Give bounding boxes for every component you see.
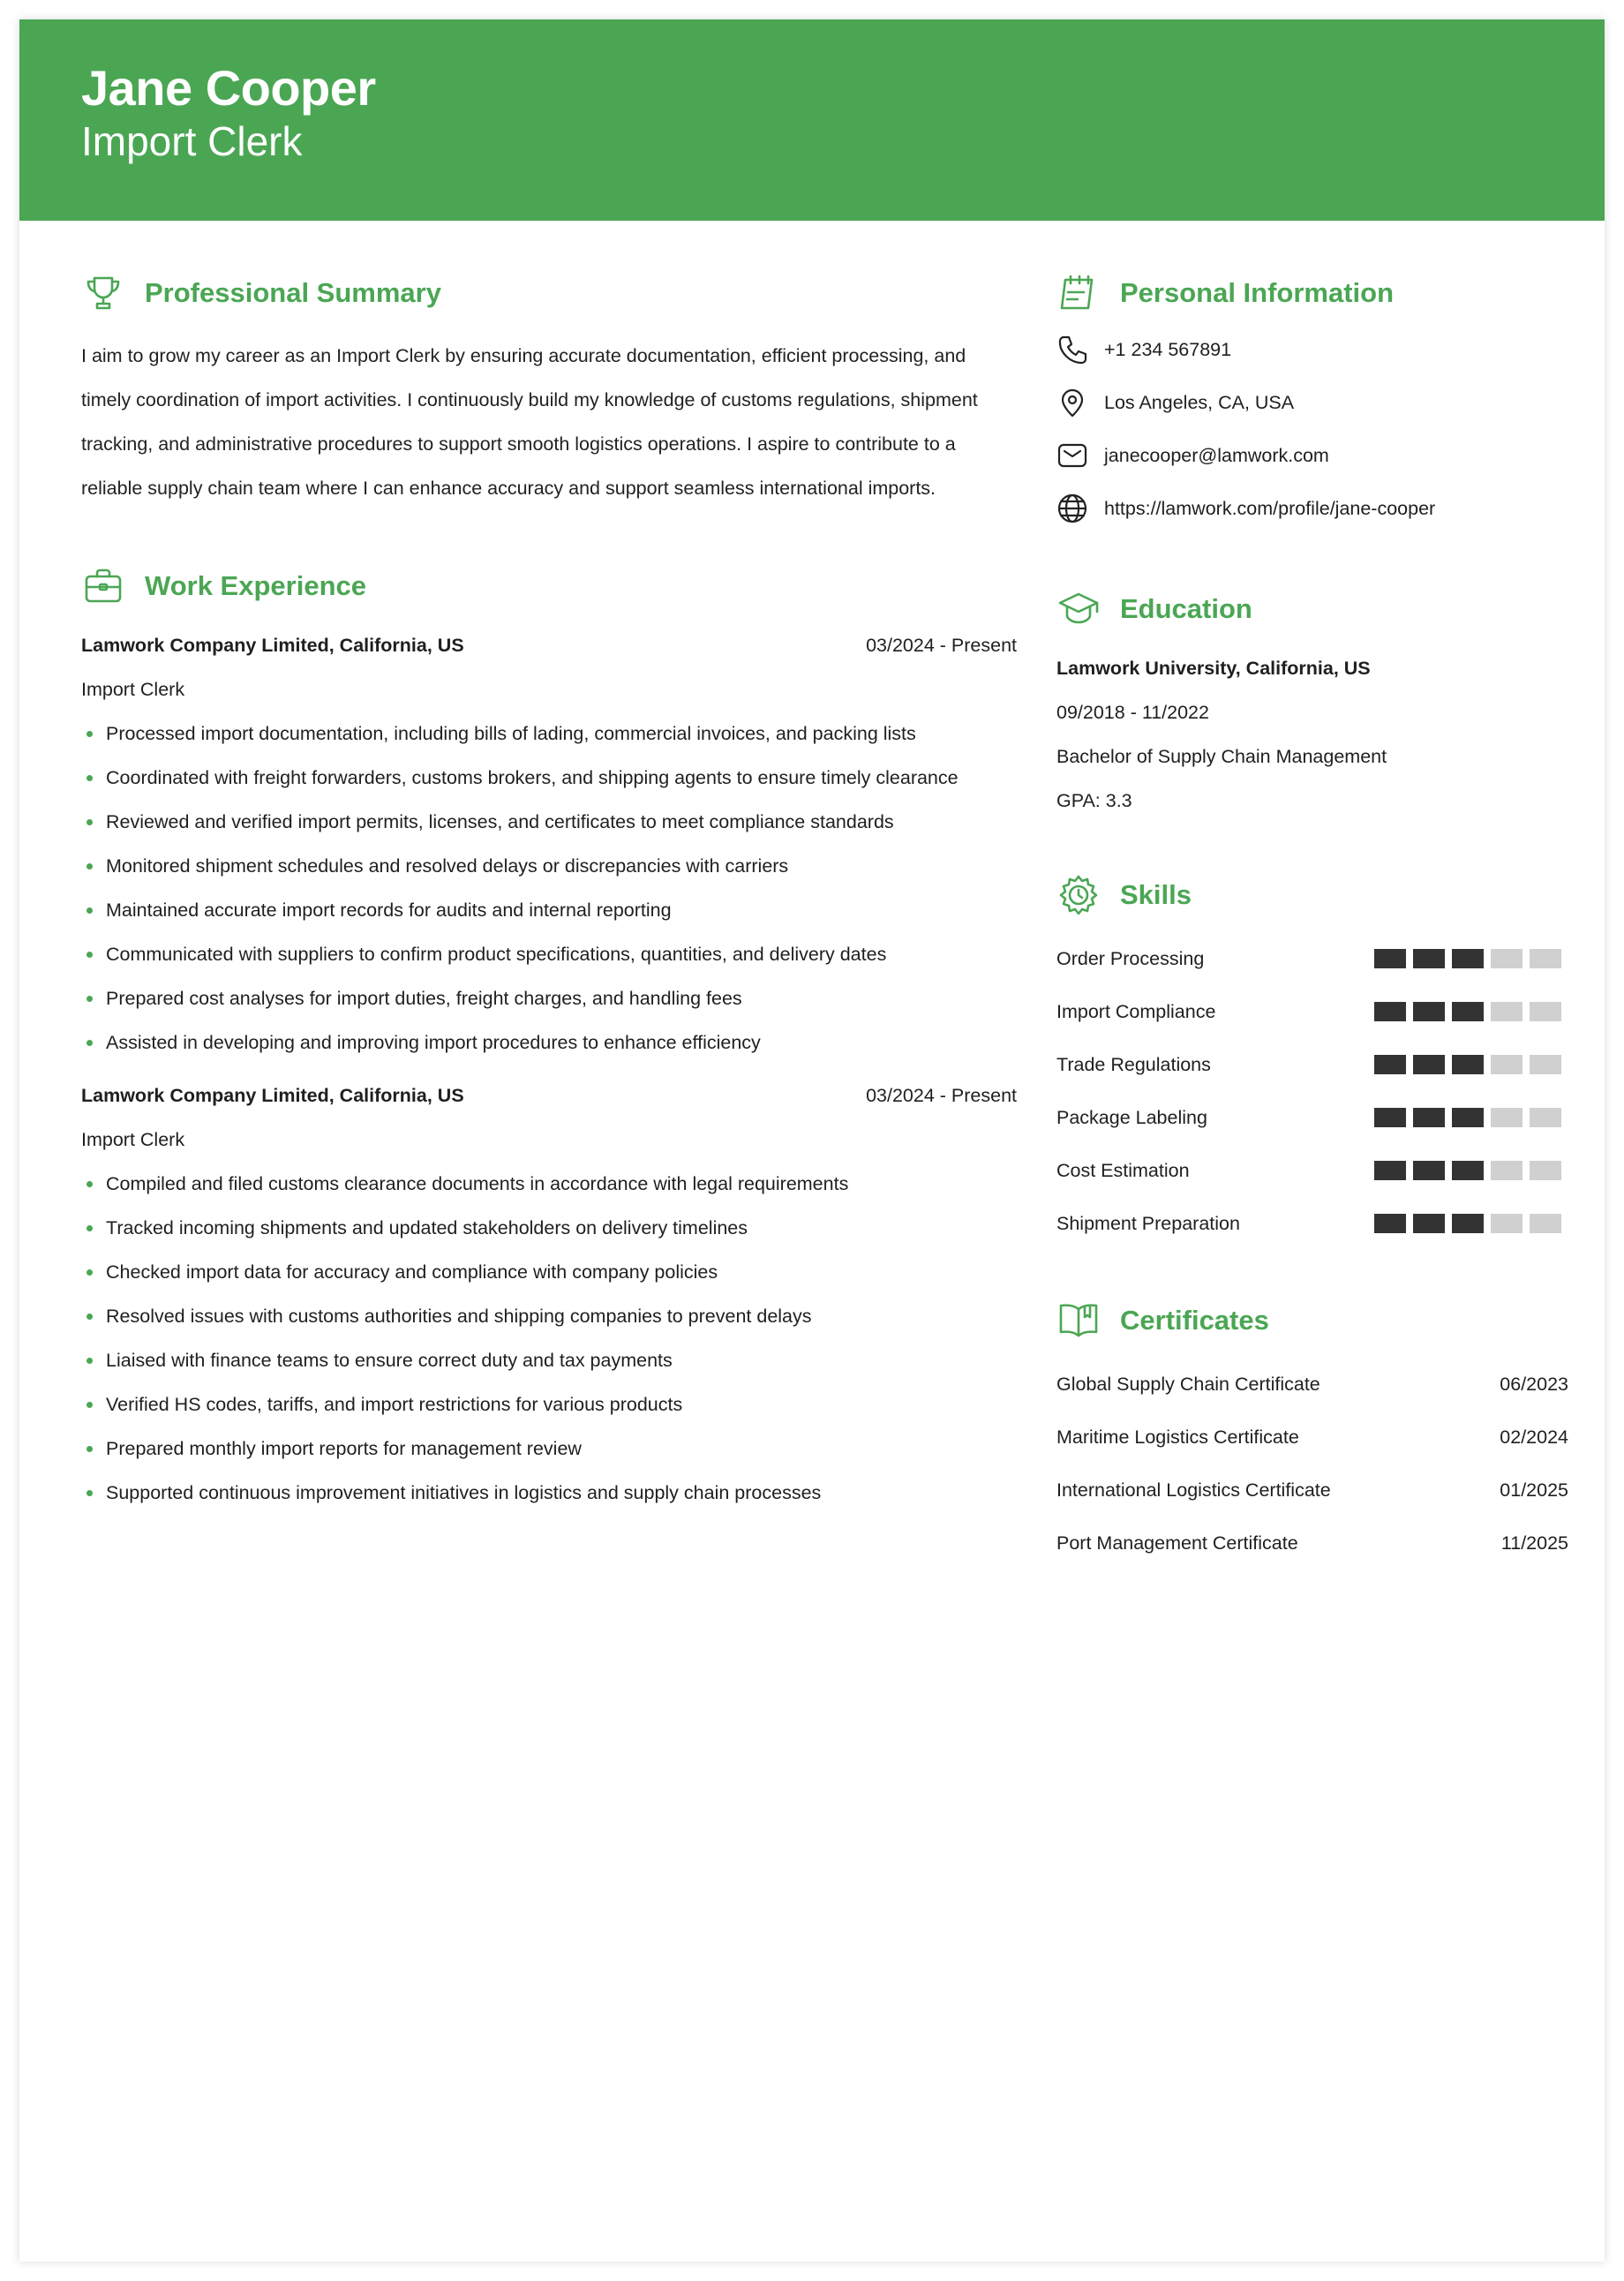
skill-name: Shipment Preparation [1056, 1212, 1240, 1234]
skill-name: Package Labeling [1056, 1106, 1207, 1128]
job-bullet: Compiled and filed customs clearance documents in accordance with legal requirements [81, 1162, 1017, 1206]
education-header [1056, 583, 1568, 636]
certificate-name: International Logistics Certificate [1056, 1479, 1331, 1501]
skill-level-filled [1452, 1161, 1484, 1180]
certificate-date: 06/2023 [1500, 1373, 1568, 1395]
job-bullet: Checked import data for accuracy and compliance with company policies [81, 1250, 1017, 1294]
skill-level-empty [1530, 1161, 1561, 1180]
certificates-section [1056, 1294, 1568, 1570]
phone-row [1056, 323, 1568, 376]
experience-title: Work Experience [145, 570, 366, 601]
certificates-header [1056, 1294, 1568, 1347]
skill-level-meter [1374, 949, 1561, 968]
mail-icon [1056, 440, 1088, 471]
phone-text: +1 234 567891 [1104, 338, 1232, 360]
job-entry [81, 623, 1017, 1065]
graduation-cap-icon [1056, 587, 1101, 631]
gear-clock-icon [1056, 873, 1101, 917]
skill-level-empty [1491, 1214, 1522, 1233]
job-dates: 03/2024 - Present [866, 634, 1017, 656]
skill-level-filled [1413, 1161, 1445, 1180]
skills-section [1056, 869, 1568, 1250]
skill-row [1056, 932, 1568, 985]
skill-name: Cost Estimation [1056, 1159, 1190, 1181]
skill-row [1056, 1038, 1568, 1091]
skill-level-filled [1374, 1214, 1406, 1233]
job-bullet: Maintained accurate import records for audits and internal reporting [81, 888, 1017, 932]
skill-name: Import Compliance [1056, 1000, 1216, 1022]
website-link[interactable]: https://lamwork.com/profile/jane-cooper [1104, 497, 1436, 519]
experience-section [81, 560, 1017, 1515]
certificate-name: Port Management Certificate [1056, 1532, 1298, 1554]
location-text: Los Angeles, CA, USA [1104, 391, 1295, 413]
skill-level-filled [1452, 1002, 1484, 1021]
job-bullet: Monitored shipment schedules and resolved delays or discrepancies with carriers [81, 844, 1017, 888]
certificate-date: 11/2025 [1500, 1532, 1568, 1554]
skill-level-filled [1413, 1214, 1445, 1233]
skills-list [1056, 932, 1568, 1250]
experience-header [81, 560, 1017, 613]
job-company: Lamwork Company Limited, California, US [81, 1084, 464, 1106]
education-gpa: GPA: 3.3 [1056, 790, 1132, 811]
book-icon [1056, 1299, 1101, 1343]
resume-header [19, 19, 1605, 221]
job-entry [81, 1073, 1017, 1515]
skill-level-empty [1530, 1002, 1561, 1021]
skill-level-filled [1452, 1108, 1484, 1127]
certificate-date: 02/2024 [1500, 1426, 1568, 1448]
certificate-name: Maritime Logistics Certificate [1056, 1426, 1299, 1448]
education-dates: 09/2018 - 11/2022 [1056, 702, 1209, 723]
skill-level-filled [1452, 1214, 1484, 1233]
email-link[interactable]: janecooper@lamwork.com [1104, 444, 1329, 466]
personal-title: Personal Information [1120, 277, 1395, 308]
job-bullet: Processed import documentation, including bills of lading, commercial invoices, and packing lists [81, 711, 1017, 756]
skill-name: Order Processing [1056, 947, 1205, 969]
certificate-row [1056, 1517, 1568, 1570]
certificates-title: Certificates [1120, 1305, 1269, 1336]
education-degree: Bachelor of Supply Chain Management [1056, 746, 1387, 767]
skill-level-empty [1491, 949, 1522, 968]
skill-level-filled [1374, 1161, 1406, 1180]
globe-icon [1056, 493, 1088, 524]
job-bullets [81, 1162, 1017, 1515]
job-bullet: Resolved issues with customs authorities and shipping companies to prevent delays [81, 1294, 1017, 1338]
skill-level-empty [1530, 1108, 1561, 1127]
skill-level-meter [1374, 1214, 1561, 1233]
skill-level-filled [1452, 1055, 1484, 1074]
skill-row [1056, 1091, 1568, 1144]
skill-level-meter [1374, 1002, 1561, 1021]
skill-level-filled [1374, 949, 1406, 968]
trophy-icon [81, 271, 125, 315]
job-role: Import Clerk [81, 1129, 185, 1150]
job-bullet: Verified HS codes, tariffs, and import restrictions for various products [81, 1382, 1017, 1427]
skill-row [1056, 985, 1568, 1038]
skill-level-empty [1491, 1108, 1522, 1127]
job-bullet: Prepared monthly import reports for management review [81, 1427, 1017, 1471]
website-row [1056, 482, 1568, 535]
education-title: Education [1120, 593, 1252, 624]
left-column [81, 267, 1017, 1515]
skill-level-filled [1413, 1002, 1445, 1021]
skill-level-meter [1374, 1055, 1561, 1074]
certificate-row [1056, 1358, 1568, 1411]
job-dates: 03/2024 - Present [866, 1084, 1017, 1106]
education-section [1056, 583, 1568, 823]
skill-level-empty [1491, 1161, 1522, 1180]
skill-level-filled [1374, 1108, 1406, 1127]
skills-title: Skills [1120, 879, 1192, 910]
personal-section [1056, 267, 1568, 535]
job-bullet: Communicated with suppliers to confirm product specifications, quantities, and delivery dates [81, 932, 1017, 976]
skill-row [1056, 1197, 1568, 1250]
job-bullets [81, 711, 1017, 1065]
summary-text: I aim to grow my career as an Import Clerk by ensuring accurate documentation, efficient processing, and timely coordination of import activities. I continuously build my knowledge of customs regulations, shipment tracking, and administrative procedures to support smooth logistics operations. I aspire to contribute to a reliable supply chain team where I can enhance accuracy and support seamless international imports. [81, 345, 978, 499]
job-bullet: Tracked incoming shipments and updated stakeholders on delivery timelines [81, 1206, 1017, 1250]
skill-level-filled [1374, 1055, 1406, 1074]
skill-level-filled [1452, 949, 1484, 968]
summary-section [81, 267, 1017, 510]
location-pin-icon [1056, 387, 1088, 418]
resume-page [19, 19, 1605, 2262]
personal-header [1056, 267, 1568, 320]
job-bullet: Coordinated with freight forwarders, customs brokers, and shipping agents to ensure timely clearance [81, 756, 1017, 800]
job-bullet: Prepared cost analyses for import duties, freight charges, and handling fees [81, 976, 1017, 1020]
certificate-row [1056, 1411, 1568, 1464]
phone-icon [1056, 334, 1088, 365]
skill-level-empty [1530, 1055, 1561, 1074]
right-column [1056, 267, 1568, 1570]
skill-level-filled [1413, 1108, 1445, 1127]
job-bullet: Supported continuous improvement initiatives in logistics and supply chain processes [81, 1471, 1017, 1515]
job-bullet: Assisted in developing and improving import procedures to enhance efficiency [81, 1020, 1017, 1065]
job-role: Import Clerk [81, 679, 185, 700]
skill-name: Trade Regulations [1056, 1053, 1211, 1075]
education-school: Lamwork University, California, US [1056, 658, 1371, 679]
job-bullet: Reviewed and verified import permits, licenses, and certificates to meet compliance standards [81, 800, 1017, 844]
skill-level-empty [1530, 1214, 1561, 1233]
certificate-row [1056, 1464, 1568, 1517]
job-bullet: Liaised with finance teams to ensure correct duty and tax payments [81, 1338, 1017, 1382]
skill-level-filled [1413, 949, 1445, 968]
certificate-name: Global Supply Chain Certificate [1056, 1373, 1320, 1395]
skill-level-filled [1374, 1002, 1406, 1021]
candidate-role: Import Clerk [81, 118, 303, 165]
skill-level-empty [1530, 949, 1561, 968]
skill-level-empty [1491, 1055, 1522, 1074]
location-row [1056, 376, 1568, 429]
job-company: Lamwork Company Limited, California, US [81, 634, 464, 656]
summary-title: Professional Summary [145, 277, 441, 308]
skill-level-empty [1491, 1002, 1522, 1021]
candidate-name: Jane Cooper [81, 60, 376, 116]
skill-level-meter [1374, 1108, 1561, 1127]
skill-level-filled [1413, 1055, 1445, 1074]
summary-header [81, 267, 1017, 320]
certificate-date: 01/2025 [1500, 1479, 1568, 1501]
calendar-note-icon [1056, 271, 1101, 315]
email-row [1056, 429, 1568, 482]
briefcase-icon [81, 564, 125, 608]
skill-row [1056, 1144, 1568, 1197]
skill-level-meter [1374, 1161, 1561, 1180]
skills-header [1056, 869, 1568, 922]
